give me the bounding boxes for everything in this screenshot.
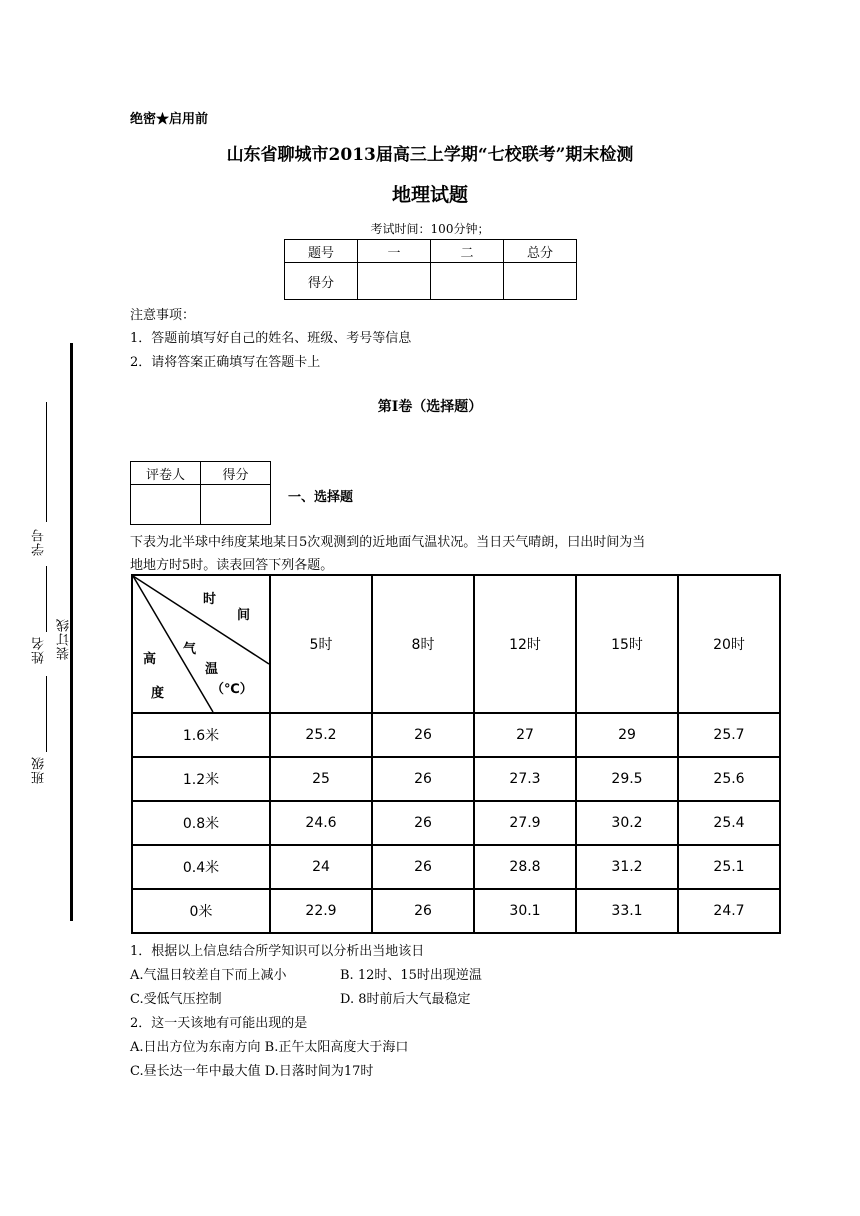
value-cell: 25.1	[678, 845, 780, 889]
temperature-table	[131, 574, 781, 934]
value-cell: 33.1	[576, 889, 678, 933]
exam-title: 山东省聊城市2013届高三上学期“七校联考”期末检测	[226, 145, 634, 165]
score-header-total: 总分	[504, 240, 577, 263]
value-cell: 27.9	[474, 801, 576, 845]
question-1-option-a[interactable]: A.气温日较差自下而上减小	[130, 968, 287, 983]
corner-label-time2: 间	[237, 608, 251, 623]
value-cell: 26	[372, 757, 474, 801]
corner-label-air: 气	[183, 642, 197, 657]
height-cell: 0米	[132, 889, 270, 933]
question-type-heading: 一、选择题	[288, 490, 354, 505]
corner-label-height1: 高	[143, 652, 157, 667]
height-cell: 0.8米	[132, 801, 270, 845]
value-cell: 25.2	[270, 713, 372, 757]
time-header: 15时	[576, 575, 678, 713]
value-cell: 26	[372, 713, 474, 757]
value-cell: 27	[474, 713, 576, 757]
score-header-part2: 二	[431, 240, 504, 263]
value-cell: 24	[270, 845, 372, 889]
value-cell: 25.4	[678, 801, 780, 845]
value-cell: 29.5	[576, 757, 678, 801]
value-cell: 22.9	[270, 889, 372, 933]
value-cell: 28.8	[474, 845, 576, 889]
score-cell[interactable]	[431, 263, 504, 300]
confidential-label: 绝密★启用前	[130, 112, 209, 127]
value-cell: 25.6	[678, 757, 780, 801]
binding-line-label: 装订线	[57, 618, 72, 660]
table-corner	[132, 575, 270, 713]
time-header: 12时	[474, 575, 576, 713]
corner-label-temp: 温	[205, 662, 219, 677]
question-2-options-ab[interactable]: A.日出方位为东南方向 B.正午太阳高度大于海口	[130, 1040, 409, 1055]
table-row	[132, 801, 780, 845]
question-1-option-b[interactable]: B. 12时、15时出现逆温	[340, 968, 482, 983]
table-row	[132, 713, 780, 757]
notes-heading: 注意事项：	[130, 308, 196, 323]
question-2-options-cd[interactable]: C.昼长达一年中最大值 D.日落时间为17时	[130, 1064, 374, 1079]
score-table	[284, 239, 577, 300]
name-label: 姓名	[32, 636, 47, 664]
corner-label-unit: （℃）	[211, 682, 253, 697]
score-header-part1: 一	[358, 240, 431, 263]
score-header-question: 题号	[285, 240, 358, 263]
class-blank[interactable]	[46, 676, 47, 752]
note-item: 2．请将答案正确填写在答题卡上	[130, 355, 321, 370]
grader-table	[130, 461, 271, 525]
student-id-blank[interactable]	[46, 402, 47, 522]
time-header: 5时	[270, 575, 372, 713]
height-cell: 0.4米	[132, 845, 270, 889]
grader-cell[interactable]	[131, 485, 201, 525]
score-cell[interactable]	[201, 485, 271, 525]
table-row	[132, 757, 780, 801]
exam-time: 考试时间：100分钟；	[370, 222, 490, 236]
question-1-option-c[interactable]: C.受低气压控制	[130, 992, 222, 1007]
score-cell[interactable]	[504, 263, 577, 300]
value-cell: 24.6	[270, 801, 372, 845]
corner-label-height2: 度	[151, 686, 165, 701]
table-row	[132, 845, 780, 889]
grader-header: 评卷人	[131, 462, 201, 485]
class-label: 班级	[32, 756, 47, 784]
value-cell: 26	[372, 889, 474, 933]
value-cell: 27.3	[474, 757, 576, 801]
table-row	[132, 889, 780, 933]
score-cell[interactable]	[358, 263, 431, 300]
value-cell: 25.7	[678, 713, 780, 757]
intro-text: 地地方时5时。读表回答下列各题。	[130, 558, 334, 573]
value-cell: 24.7	[678, 889, 780, 933]
score-header: 得分	[201, 462, 271, 485]
intro-text: 下表为北半球中纬度某地某日5次观测到的近地面气温状况。当日天气晴朗，曰出时间为当	[130, 535, 646, 550]
value-cell: 30.1	[474, 889, 576, 933]
height-cell: 1.2米	[132, 757, 270, 801]
section-title: 第I卷（选择题）	[377, 399, 483, 415]
value-cell: 31.2	[576, 845, 678, 889]
corner-label-time: 时	[203, 592, 217, 607]
value-cell: 29	[576, 713, 678, 757]
question-1-option-d[interactable]: D. 8时前后大气最稳定	[340, 992, 471, 1007]
question-1: 1．根据以上信息结合所学知识可以分析出当地该日	[130, 944, 425, 959]
value-cell: 26	[372, 801, 474, 845]
student-id-label: 学号	[32, 528, 47, 556]
time-header: 8时	[372, 575, 474, 713]
value-cell: 25	[270, 757, 372, 801]
height-cell: 1.6米	[132, 713, 270, 757]
time-header: 20时	[678, 575, 780, 713]
value-cell: 26	[372, 845, 474, 889]
value-cell: 30.2	[576, 801, 678, 845]
question-2: 2．这一天该地有可能出现的是	[130, 1016, 308, 1031]
subject-title: 地理试题	[391, 184, 468, 206]
score-row-label: 得分	[285, 263, 358, 300]
note-item: 1．答题前填写好自己的姓名、班级、考号等信息	[130, 331, 412, 346]
name-blank[interactable]	[46, 566, 47, 632]
